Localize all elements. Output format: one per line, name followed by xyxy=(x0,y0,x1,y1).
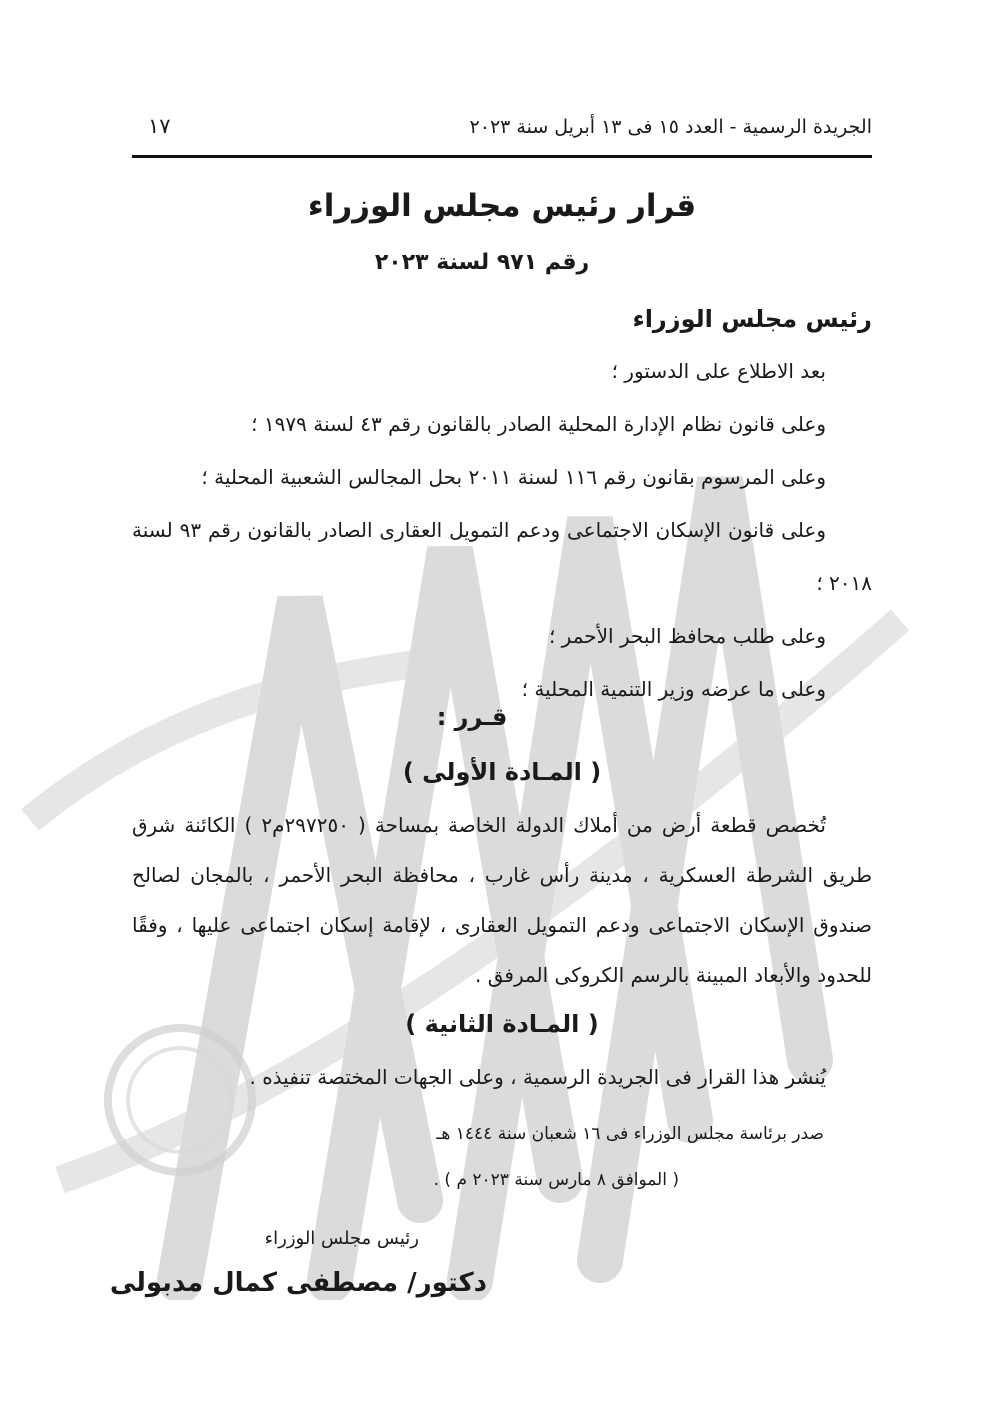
decree-number: رقم ٩٧١ لسنة ٢٠٢٣ xyxy=(374,250,590,275)
signatory-role: رئيس مجلس الوزراء xyxy=(264,1228,419,1249)
running-title: الجريدة الرسمية - العدد ١٥ فى ١٣ أبريل سنة ٢٠٢٣ xyxy=(469,116,872,138)
signatory-name: دكتور/ مصطفى كمال مدبولى xyxy=(109,1268,487,1298)
issue-date-gregorian: ( الموافق ٨ مارس سنة ٢٠٢٣ م ) . xyxy=(433,1170,679,1190)
preamble-item: بعد الاطلاع على الدستور ؛ xyxy=(611,359,826,383)
preamble-item: وعلى قانون الإسكان الاجتماعى ودعم التمويل العقارى الصادر بالقانون رقم ٩٣ لسنة ٢٠١٨ ؛ xyxy=(132,518,872,595)
decided-label: قـرر : xyxy=(436,703,508,731)
preamble xyxy=(132,345,872,716)
article-paragraph: تُخصص قطعة أرض من أملاك الدولة الخاصة بمساحة ( ٢٩٧٢٥٠م٢ ) الكائنة شرق طريق الشرطة العسكرية ، مدينة رأس غارب ، محافظة البحر الأحمر ، بالمجان لصالح صندوق الإسكان الاجتماعى ودعم التمويل العقارى ، لإقامة إسكان اجتماعى عليها ، وفقًا للحدود والأبعاد المبينة بالرسم الكروكى المرفق . xyxy=(132,813,872,987)
page-header xyxy=(132,112,872,146)
article-2-heading: ( المـادة الثانية ) xyxy=(405,1010,599,1038)
issue-date-hijri: صدر برئاسة مجلس الوزراء فى ١٦ شعبان سنة ١٤٤٤ هـ xyxy=(436,1124,824,1144)
preamble-item: وعلى المرسوم بقانون رقم ١١٦ لسنة ٢٠١١ بحل المجالس الشعبية المحلية ؛ xyxy=(201,465,826,489)
preamble-item: وعلى ما عرضه وزير التنمية المحلية ؛ xyxy=(521,677,826,701)
preamble-item: وعلى قانون نظام الإدارة المحلية الصادر بالقانون رقم ٤٣ لسنة ١٩٧٩ ؛ xyxy=(251,412,826,436)
article-1-text xyxy=(132,800,872,1000)
article-2-text xyxy=(132,1052,872,1102)
preamble-item: وعلى طلب محافظ البحر الأحمر ؛ xyxy=(548,624,826,648)
header-divider xyxy=(132,155,872,158)
article-paragraph: يُنشر هذا القرار فى الجريدة الرسمية ، وعلى الجهات المختصة تنفيذه . xyxy=(249,1065,826,1089)
issuer-heading: رئيس مجلس الوزراء xyxy=(632,305,872,333)
decree-title: قرار رئيس مجلس الوزراء xyxy=(307,188,697,224)
page-number: ١٧ xyxy=(148,114,171,138)
article-1-heading: ( المـادة الأولى ) xyxy=(402,758,602,786)
